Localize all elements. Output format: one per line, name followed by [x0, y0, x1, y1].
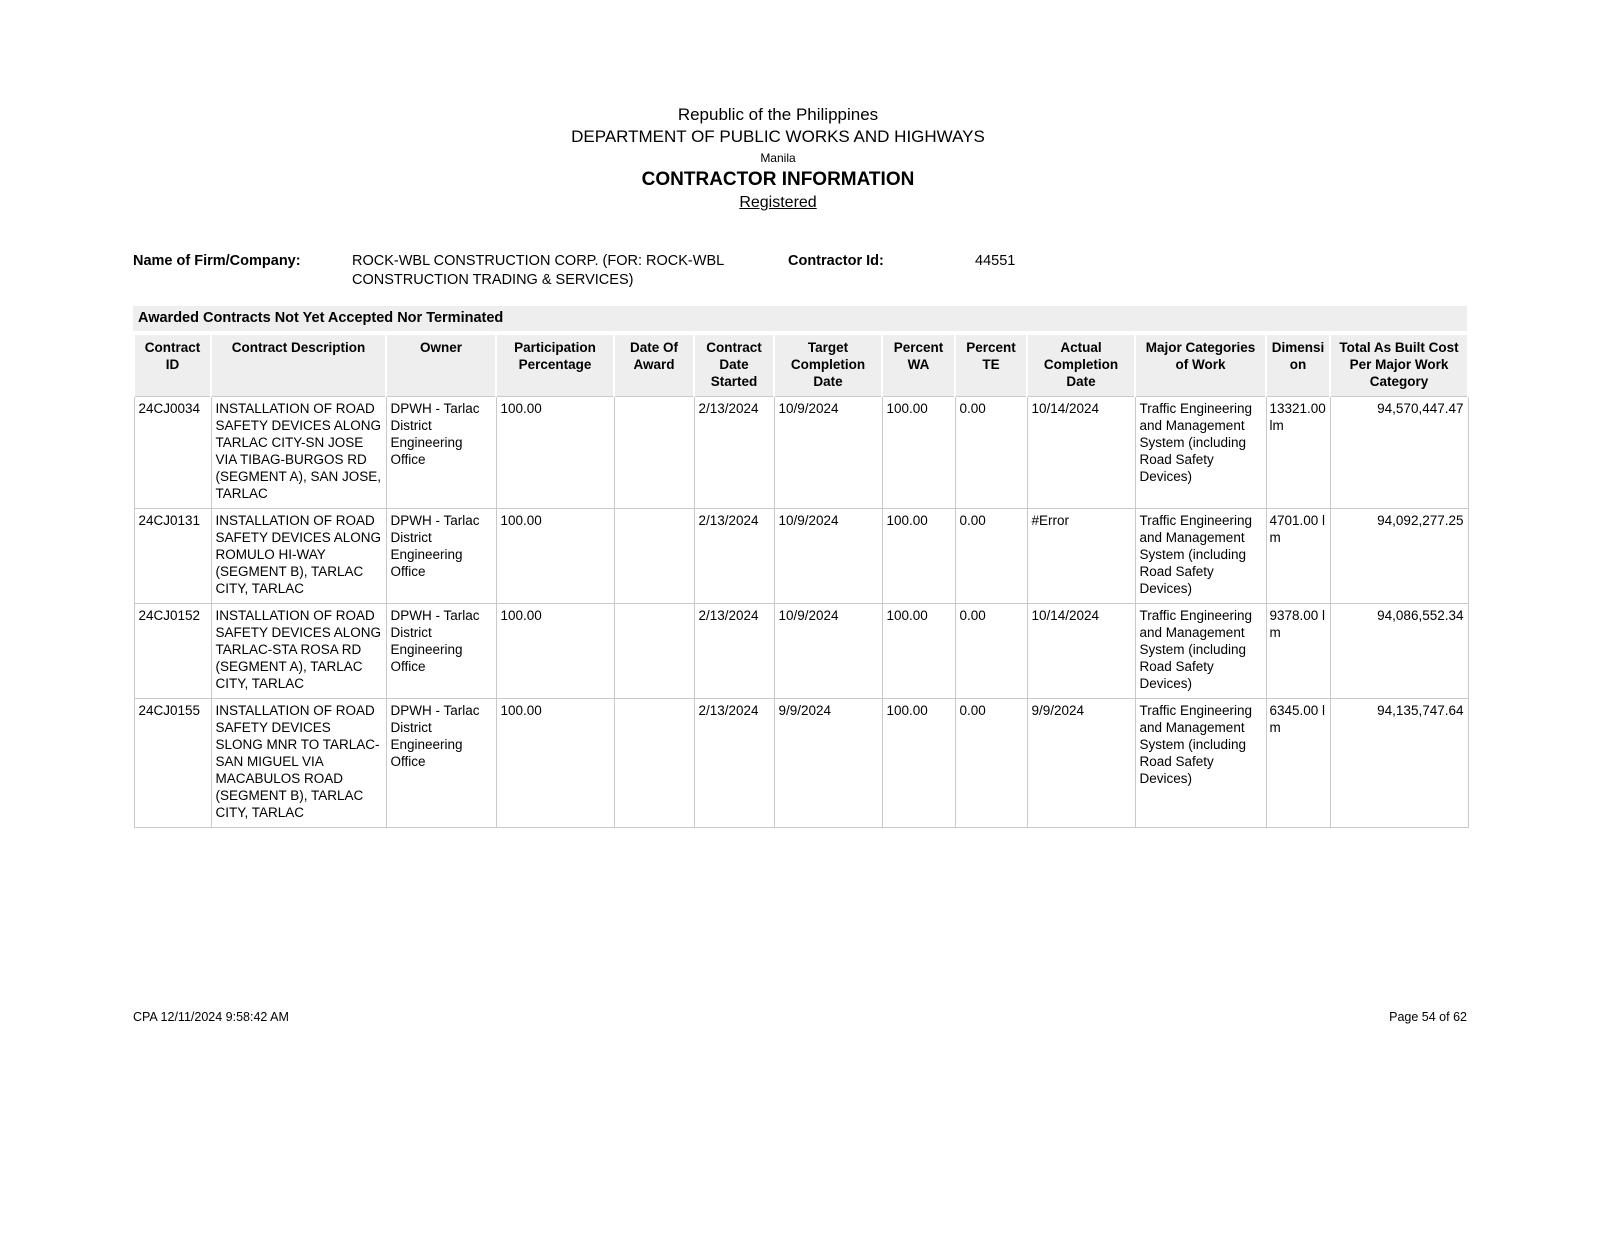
cell-contract_date_started: 2/13/2024	[694, 604, 774, 699]
cell-percent_te: 0.00	[955, 509, 1027, 604]
cell-contract_id: 24CJ0131	[134, 509, 211, 604]
cell-contract_date_started: 2/13/2024	[694, 699, 774, 828]
cell-percent_te: 0.00	[955, 604, 1027, 699]
department-line: DEPARTMENT OF PUBLIC WORKS AND HIGHWAYS	[571, 127, 985, 146]
registered-subtitle: Registered	[739, 194, 817, 211]
firm-info-row	[133, 252, 1467, 290]
column-header-participation_percentage: Participation Percentage	[496, 335, 614, 397]
column-header-owner: Owner	[386, 335, 496, 397]
cell-participation_percentage: 100.00	[496, 604, 614, 699]
firm-name-value: ROCK-WBL CONSTRUCTION CORP. (FOR: ROCK-WBL CONSTRUCTION TRADING & SERVICES)	[352, 253, 724, 288]
firm-name-label: Name of Firm/Company:	[133, 253, 301, 269]
cell-contract_id: 24CJ0152	[134, 604, 211, 699]
cell-description: INSTALLATION OF ROAD SAFETY DEVICES ALONG TARLAC CITY-SN JOSE VIA TIBAG-BURGOS RD (SEGMENT A), SAN JOSE, TARLAC	[211, 397, 386, 509]
cell-target_completion_date: 9/9/2024	[774, 699, 882, 828]
cell-owner: DPWH - Tarlac District Engineering Office	[386, 604, 496, 699]
republic-line: Republic of the Philippines	[677, 105, 879, 124]
column-header-percent_te: Percent TE	[955, 335, 1027, 397]
cell-major_categories: Traffic Engineering and Management System (including Road Safety Devices)	[1135, 397, 1266, 509]
cell-contract_date_started: 2/13/2024	[694, 397, 774, 509]
cell-description: INSTALLATION OF ROAD SAFETY DEVICES SLONG MNR TO TARLAC-SAN MIGUEL VIA MACABULOS ROAD (SEGMENT B), TARLAC CITY, TARLAC	[211, 699, 386, 828]
cell-description: INSTALLATION OF ROAD SAFETY DEVICES ALONG TARLAC-STA ROSA RD (SEGMENT A), TARLAC CITY, TARLAC	[211, 604, 386, 699]
cell-total_as_built_cost: 94,086,552.34	[1330, 604, 1468, 699]
contractor-id-value: 44551	[975, 253, 1016, 269]
cell-owner: DPWH - Tarlac District Engineering Office	[386, 699, 496, 828]
contract-row	[134, 509, 1468, 604]
cell-major_categories: Traffic Engineering and Management System (including Road Safety Devices)	[1135, 509, 1266, 604]
section-title: Awarded Contracts Not Yet Accepted Nor Terminated	[133, 306, 1467, 331]
cell-dimension: 4701.00 lm	[1266, 509, 1330, 604]
column-header-dimension: Dimension	[1266, 335, 1330, 397]
cell-date_of_award	[614, 509, 694, 604]
cell-total_as_built_cost: 94,570,447.47	[1330, 397, 1468, 509]
cell-contract_date_started: 2/13/2024	[694, 509, 774, 604]
cell-owner: DPWH - Tarlac District Engineering Office	[386, 509, 496, 604]
table-body	[134, 397, 1468, 828]
cell-target_completion_date: 10/9/2024	[774, 397, 882, 509]
cell-actual_completion_date: 9/9/2024	[1027, 699, 1135, 828]
cell-participation_percentage: 100.00	[496, 397, 614, 509]
cell-actual_completion_date: 10/14/2024	[1027, 397, 1135, 509]
cell-description: INSTALLATION OF ROAD SAFETY DEVICES ALONG ROMULO HI-WAY (SEGMENT B), TARLAC CITY, TARLAC	[211, 509, 386, 604]
cell-participation_percentage: 100.00	[496, 509, 614, 604]
cell-major_categories: Traffic Engineering and Management System (including Road Safety Devices)	[1135, 699, 1266, 828]
column-header-date_of_award: Date Of Award	[614, 335, 694, 397]
cell-percent_wa: 100.00	[882, 397, 955, 509]
column-header-contract_id: Contract ID	[134, 335, 211, 397]
column-header-contract_date_started: Contract Date Started	[694, 335, 774, 397]
page-footer	[133, 1010, 1467, 1024]
cell-total_as_built_cost: 94,092,277.25	[1330, 509, 1468, 604]
cell-target_completion_date: 10/9/2024	[774, 604, 882, 699]
contract-row	[134, 699, 1468, 828]
cell-participation_percentage: 100.00	[496, 699, 614, 828]
contract-row	[134, 397, 1468, 509]
column-header-description: Contract Description	[211, 335, 386, 397]
contracts-section	[133, 306, 1467, 828]
cell-dimension: 6345.00 lm	[1266, 699, 1330, 828]
cell-owner: DPWH - Tarlac District Engineering Office	[386, 397, 496, 509]
cell-percent_wa: 100.00	[882, 604, 955, 699]
cell-dimension: 9378.00 lm	[1266, 604, 1330, 699]
cell-actual_completion_date: #Error	[1027, 509, 1135, 604]
cell-date_of_award	[614, 397, 694, 509]
document-header	[133, 104, 1423, 214]
cell-dimension: 13321.00 lm	[1266, 397, 1330, 509]
column-header-target_completion_date: Target Completion Date	[774, 335, 882, 397]
contractor-id-label: Contractor Id:	[788, 253, 884, 269]
cell-date_of_award	[614, 699, 694, 828]
cell-percent_wa: 100.00	[882, 699, 955, 828]
cell-percent_wa: 100.00	[882, 509, 955, 604]
cell-target_completion_date: 10/9/2024	[774, 509, 882, 604]
report-title: CONTRACTOR INFORMATION	[641, 169, 915, 190]
column-header-percent_wa: Percent WA	[882, 335, 955, 397]
contract-row	[134, 604, 1468, 699]
table-header-row	[134, 335, 1468, 397]
cell-total_as_built_cost: 94,135,747.64	[1330, 699, 1468, 828]
footer-timestamp: CPA 12/11/2024 9:58:42 AM	[133, 1010, 289, 1024]
column-header-total_as_built_cost: Total As Built Cost Per Major Work Category	[1330, 335, 1468, 397]
cell-contract_id: 24CJ0155	[134, 699, 211, 828]
cell-major_categories: Traffic Engineering and Management System (including Road Safety Devices)	[1135, 604, 1266, 699]
footer-page-number: Page 54 of 62	[1389, 1010, 1467, 1024]
cell-percent_te: 0.00	[955, 699, 1027, 828]
cell-actual_completion_date: 10/14/2024	[1027, 604, 1135, 699]
column-header-actual_completion_date: Actual Completion Date	[1027, 335, 1135, 397]
contracts-table	[133, 335, 1469, 828]
cell-percent_te: 0.00	[955, 397, 1027, 509]
manila-line: Manila	[760, 151, 796, 165]
cell-contract_id: 24CJ0034	[134, 397, 211, 509]
cell-date_of_award	[614, 604, 694, 699]
column-header-major_categories: Major Categories of Work	[1135, 335, 1266, 397]
